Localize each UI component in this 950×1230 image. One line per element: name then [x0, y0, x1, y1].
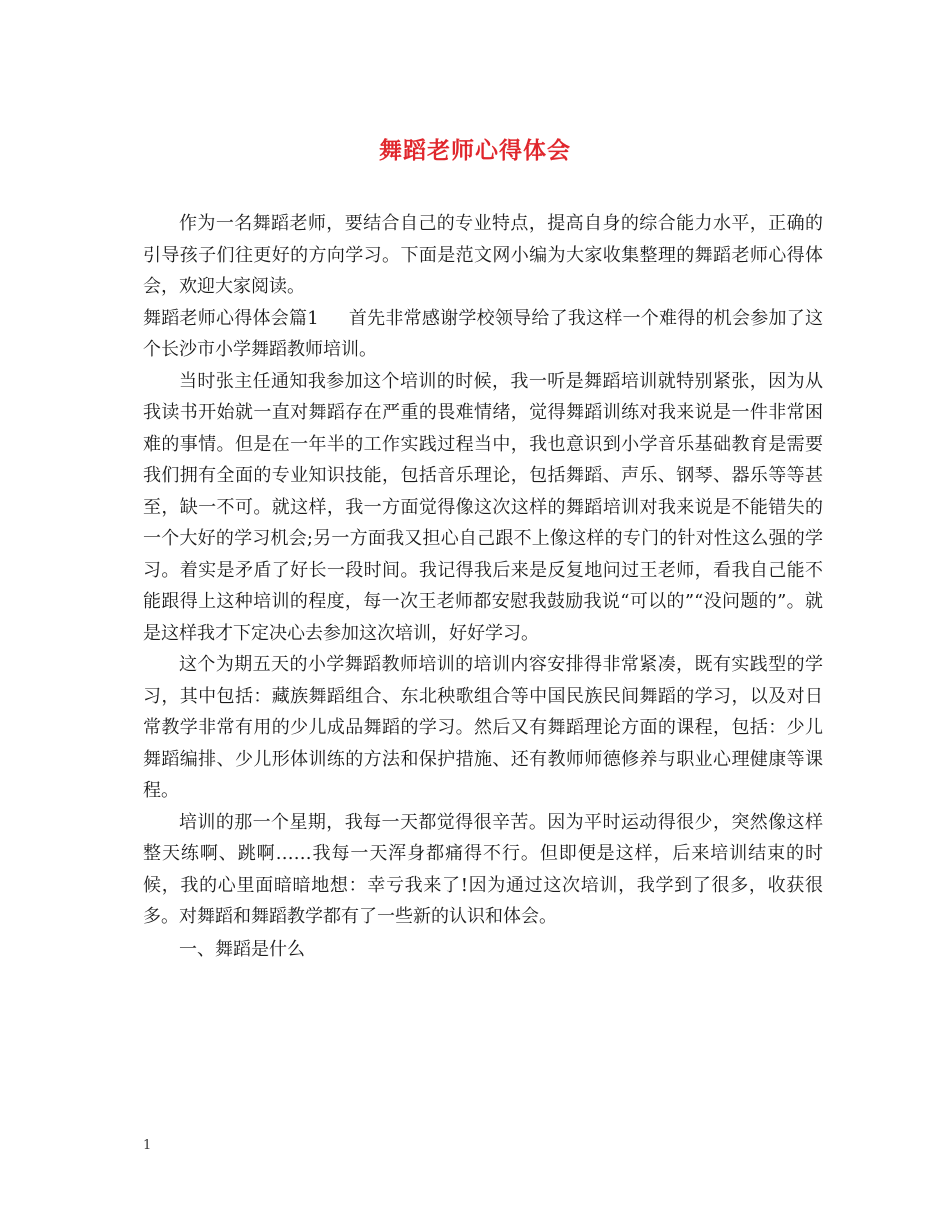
article-heading-paragraph: [143, 303, 823, 366]
article-first-text: 首先非常感谢学校领导给了我这样一个难得的机会参加了这个长沙市小学舞蹈教师培训。: [143, 307, 824, 360]
body-paragraph: 当时张主任通知我参加这个培训的时候，我一听是舞蹈培训就特别紧张，因为从我读书开始就一直对舞蹈存在严重的畏难情绪，觉得舞蹈训练对我来说是一件非常困难的事情。但是在一年半的工作实践过程当中，我也意识到小学音乐基础教育是需要我们拥有全面的专业知识技能，包括音乐理论，包括舞蹈、声乐、钢琴、器乐等等甚至，缺一不可。就这样，我一方面觉得像这次这样的舞蹈培训对我来说是不能错失的一个大好的学习机会;另一方面我又担心自己跟不上像这样的专门的针对性这么强的学习。着实是矛盾了好长一段时间。我记得我后来是反复地问过王老师，看我自己能不能跟得上这种培训的程度，每一次王老师都安慰我鼓励我说“可以的”“没问题的”。就是这样我才下定决心去参加这次培训，好好学习。: [143, 370, 823, 644]
article-heading: 舞蹈老师心得体会篇1: [143, 307, 319, 329]
document-body: [143, 208, 823, 965]
page-number: 1: [143, 1138, 152, 1153]
section-heading: 一、舞蹈是什么: [179, 938, 305, 960]
document-title: 舞蹈老师心得体会: [379, 137, 571, 164]
intro-paragraph: 作为一名舞蹈老师，要结合自己的专业特点，提高自身的综合能力水平，正确的引导孩子们往更好的方向学习。下面是范文网小编为大家收集整理的舞蹈老师心得体会，欢迎大家阅读。: [143, 213, 823, 297]
body-paragraph: 培训的那一个星期，我每一天都觉得很辛苦。因为平时运动得很少，突然像这样整天练啊、跳啊……我每一天浑身都痛得不行。但即便是这样，后来培训结束的时候，我的心里面暗暗地想：幸亏我来了!因为通过这次培训，我学到了很多，收获很多。对舞蹈和舞蹈教学都有了一些新的认识和体会。: [143, 811, 823, 927]
body-paragraph: 这个为期五天的小学舞蹈教师培训的培训内容安排得非常紧凑，既有实践型的学习，其中包括：藏族舞蹈组合、东北秧歌组合等中国民族民间舞蹈的学习，以及对日常教学非常有用的少儿成品舞蹈的学习。然后又有舞蹈理论方面的课程，包括：少儿舞蹈编排、少儿形体训练的方法和保护措施、还有教师师德修养与职业心理健康等课程。: [143, 654, 823, 801]
